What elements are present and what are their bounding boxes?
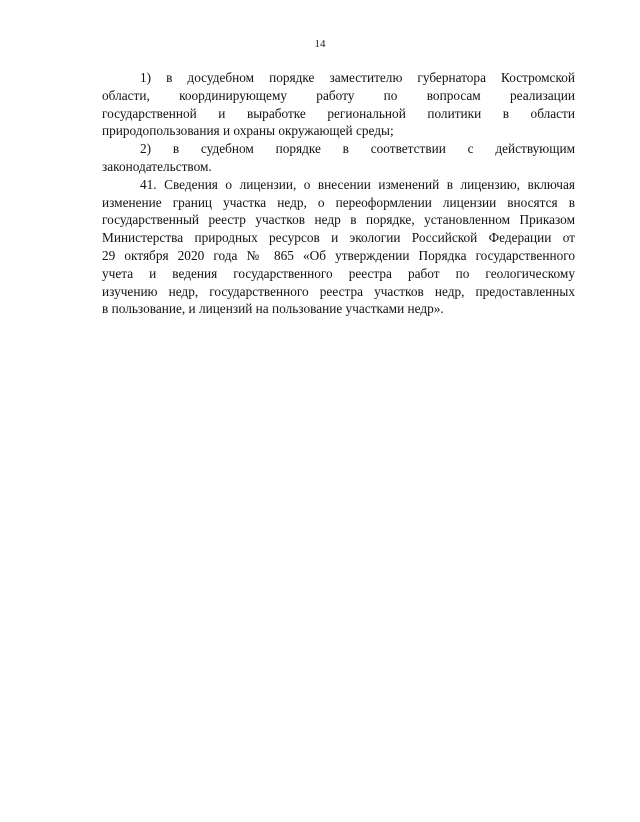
page-number: 14	[314, 38, 326, 50]
paragraph-3-line: государственный реестр участков недр в порядке, установленном Приказом	[102, 212, 575, 228]
paragraph-3-line: изменение границ участка недр, о переоформлении лицензии вносятся в	[102, 194, 575, 210]
paragraph-3-line: изучению недр, государственного реестра участков недр, предоставленных	[102, 283, 575, 299]
paragraph-1-line: 1) в досудебном порядке заместителю губернатора Костромской	[140, 70, 575, 85]
document-body	[102, 69, 575, 318]
paragraph-3-line: учета и ведения государственного реестра работ по геологическому	[102, 265, 575, 281]
paragraph-3-line: 41. Сведения о лицензии, о внесении изменений в лицензию, включая	[140, 176, 575, 192]
paragraph-1-line: государственной и выработке региональной политики в области	[102, 105, 575, 121]
paragraph-2-line: законодательством.	[102, 158, 212, 174]
paragraph-3-line: 29 октября 2020 года № 865 «Об утверждении Порядка государственного	[102, 247, 575, 263]
paragraph-2-line: 2) в судебном порядке в соответствии с действующим	[140, 141, 575, 157]
paragraph-1-line: природопользования и охраны окружающей среды;	[102, 123, 394, 139]
paragraph-3-line: в пользование, и лицензий на пользование участками недр».	[102, 301, 444, 317]
paragraph-3-line: Министерства природных ресурсов и экологии Российской Федерации от	[102, 230, 575, 246]
paragraph-1-line: области, координирующему работу по вопросам реализации	[102, 87, 575, 103]
